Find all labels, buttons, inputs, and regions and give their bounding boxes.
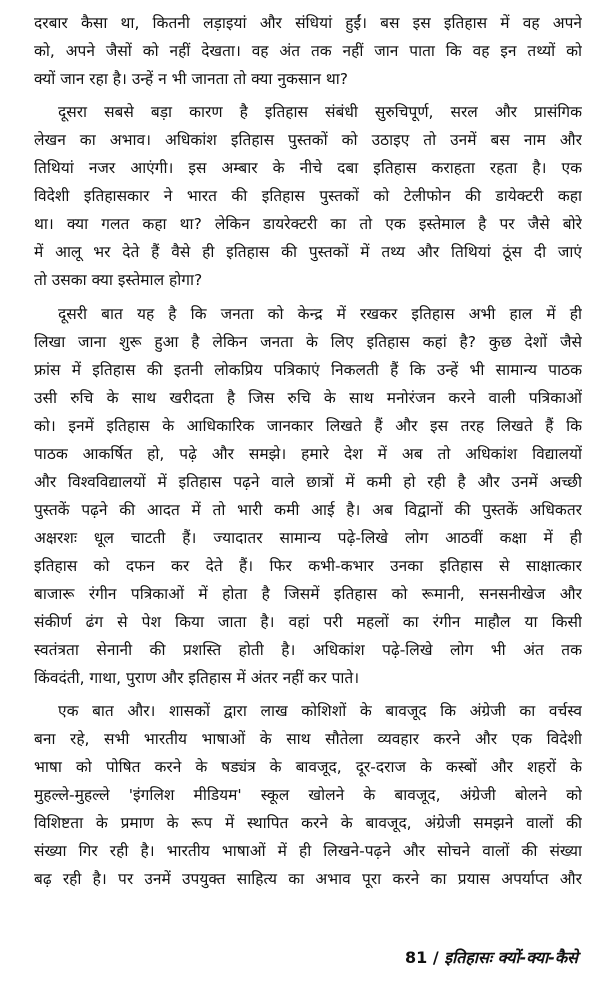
text-line: पाठक आकर्षित हो, पढ़े और समझे। हमारे देश में अब तो अधिकांश विद्यालयों [34, 445, 582, 463]
text-line: भाषा को पोषित करने के षड्यंत्र के बावजूद, दूर-दराज के कस्बों और शहरों के [34, 758, 582, 776]
text-line: क्यों जान रहा है। उन्हें न भी जानता तो क्या नुकसान था? [34, 70, 349, 88]
text-line: लिखा जाना शुरू हुआ है लेकिन जनता के लिए इतिहास कहां है? कुछ देशों जैसे [34, 333, 582, 351]
text-line: विदेशी इतिहासकार ने भारत की इतिहास पुस्तकों को टेलीफोन की डायेक्टरी कहा [34, 187, 582, 205]
text-line: को। इनमें इतिहास के आधिकारिक जानकार लिखते हैं और इस तरह लिखते हैं कि [34, 417, 582, 435]
text-line: इतिहास को दफन कर देते हैं। फिर कभी-कभार उनका इतिहास से साक्षात्कार [34, 557, 582, 575]
text-line: बाजारू रंगीन पत्रिकाओं में होता है जिसमें इतिहास को रूमानी, सनसनीखेज और [34, 585, 582, 603]
text-line: फ्रांस में इतिहास की इतनी लोकप्रिय पत्रिकाएं निकलती हैं कि उन्हें भी सामान्य पाठक [34, 361, 582, 379]
text-line: संख्या गिर रही है। भारतीय भाषाओं में ही लिखने-पढ़ने और सोचने वालों की संख्या [34, 842, 582, 860]
text-line: तिथियां नजर आएंगी। इस अम्बार के नीचे दबा इतिहास कराहता रहता है। एक [34, 159, 582, 177]
text-line: को, अपने जैसों को नहीं देखता। वह अंत तक नहीं जान पाता कि वह इन तथ्यों को [34, 42, 582, 60]
text-line: दरबार कैसा था, कितनी लड़ाइयां और संधियां हुईं। बस इस इतिहास में वह अपने [34, 14, 582, 32]
text-line: मुहल्ले-मुहल्ले 'इंगलिश मीडियम' स्कूल खोलने के बावजूद, अंग्रेजी बोलने को [34, 786, 582, 804]
text-line: संकीर्ण ढंग से पेश किया जाता है। वहां परी महलों का रंगीन माहौल या किसी [34, 613, 582, 631]
text-line: बना रहे, सभी भारतीय भाषाओं के साथ सौतेला व्यवहार करने और एक विदेशी [34, 730, 582, 748]
book-title: इतिहासः क्यों-क्या-कैसे [444, 948, 578, 967]
text-line: उसी रुचि के साथ खरीदता है जिस रुचि के साथ मनोरंजन करने वाली पत्रिकाओं [34, 389, 582, 407]
text-line: एक बात और। शासकों द्वारा लाख कोशिशों के बावजूद कि अंग्रेजी का वर्चस्व [58, 702, 582, 720]
text-line: स्वतंत्रता सेनानी की प्रशस्ति होती है। अधिकांश पढ़े-लिखे लोग भी अंत तक [34, 641, 582, 659]
text-line: दूसरा सबसे बड़ा कारण है इतिहास संबंधी सुरुचिपूर्ण, सरल और प्रासंगिक [58, 103, 582, 121]
page-footer [405, 946, 578, 970]
text-line: और विश्वविद्यालयों में इतिहास पढ़ने वाले छात्रों में कमी हो रही है और उनमें अच्छी [34, 473, 582, 491]
text-line: तो उसका क्या इस्तेमाल होगा? [34, 271, 203, 289]
text-line: किंवदंती, गाथा, पुराण और इतिहास में अंतर नहीं कर पाते। [34, 669, 360, 687]
text-line: पुस्तकें पढ़ने की आदत में तो भारी कमी आई है। अब विद्वानों की पुस्तकें अधिकतर [34, 501, 582, 519]
text-line: बढ़ रही है। पर उनमें उपयुक्त साहित्य का अभाव पूरा करने का प्रयास अपर्याप्त और [34, 870, 582, 888]
text-line: में आलू भर देते हैं वैसे ही इतिहास की पुस्तकों में तथ्य और तिथियां ठूंस दी जाएं [34, 243, 582, 261]
text-line: लेखन का अभाव। अधिकांश इतिहास पुस्तकों को उठाइए तो उनमें बस नाम और [34, 131, 582, 149]
text-line: विशिष्टता के प्रमाण के रूप में स्थापित करने के बावजूद, अंग्रेजी समझने वालों की [34, 814, 582, 832]
page-number: 81 / [405, 948, 439, 967]
text-line: दूसरी बात यह है कि जनता को केन्द्र में रखकर इतिहास अभी हाल में ही [58, 305, 582, 323]
text-line: था। क्या गलत कहा था? लेकिन डायरेक्टरी का तो एक इस्तेमाल है पर जैसे बोरे [34, 215, 582, 233]
text-line: अक्षरशः धूल चाटती हैं। ज्यादातर सामान्य पढ़े-लिखे लोग आठवीं कक्षा में ही [34, 529, 582, 547]
